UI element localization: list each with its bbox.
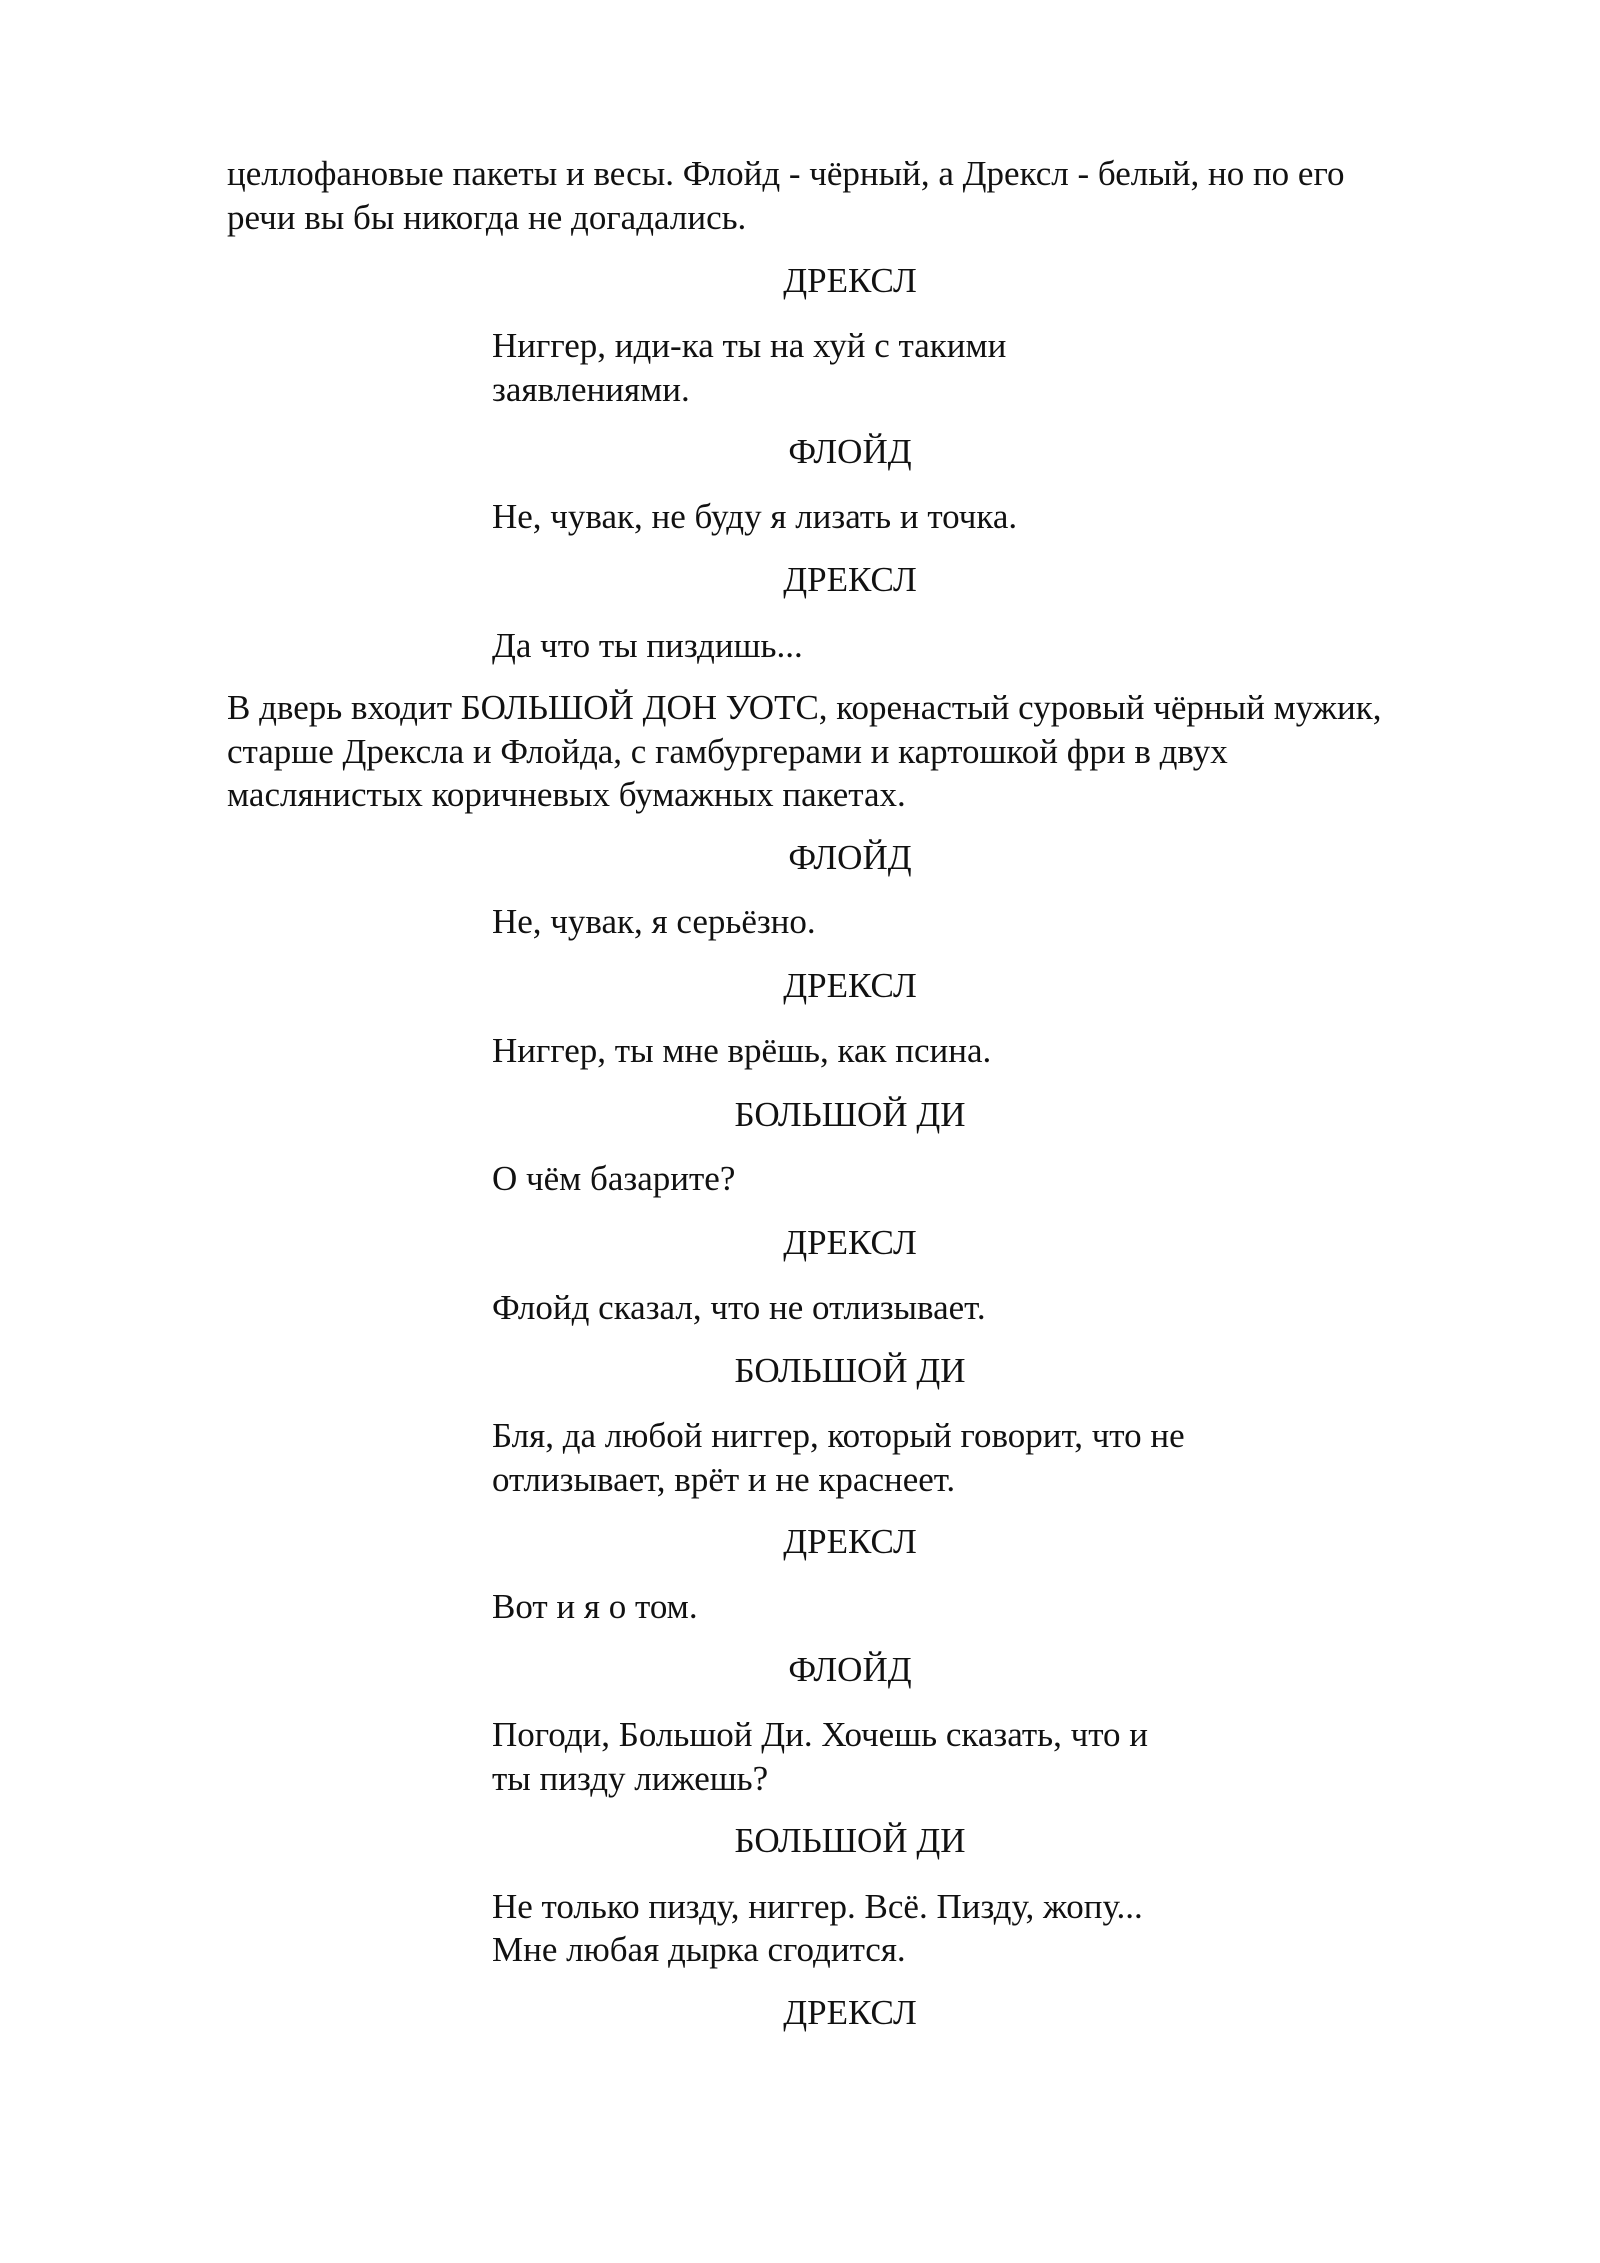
dialogue-line: ты пизду лижешь? (492, 1759, 769, 1798)
character-name: ФЛОЙД (788, 1650, 912, 1689)
action-line: В дверь входит БОЛЬШОЙ ДОН УОТС, коренастый суровый чёрный мужик, (227, 688, 1382, 727)
character-name: ДРЕКСЛ (783, 261, 917, 300)
dialogue-line: Вот и я о том. (492, 1587, 698, 1626)
action-line: маслянистых коричневых бумажных пакетах. (227, 775, 906, 814)
dialogue-line: Ниггер, ты мне врёшь, как псина. (492, 1031, 992, 1070)
dialogue-line: отлизывает, врёт и не краснеет. (492, 1460, 956, 1499)
character-name: БОЛЬШОЙ ДИ (734, 1351, 966, 1390)
dialogue-line: Мне любая дырка сгодится. (492, 1930, 906, 1969)
character-name: ДРЕКСЛ (783, 966, 917, 1005)
dialogue-line: Не только пизду, ниггер. Всё. Пизду, жопу... (492, 1887, 1143, 1926)
action-line: речи вы бы никогда не догадались. (227, 198, 747, 237)
character-name: ФЛОЙД (788, 432, 912, 471)
character-name: ДРЕКСЛ (783, 560, 917, 599)
character-name: ДРЕКСЛ (783, 1223, 917, 1262)
character-name: ДРЕКСЛ (783, 1993, 917, 2032)
dialogue-line: Не, чувак, я серьёзно. (492, 902, 816, 941)
character-name: БОЛЬШОЙ ДИ (734, 1095, 966, 1134)
dialogue-line: Не, чувак, не буду я лизать и точка. (492, 497, 1018, 536)
dialogue-line: Бля, да любой ниггер, который говорит, что не (492, 1416, 1185, 1455)
dialogue-line: О чём базарите? (492, 1159, 736, 1198)
character-name: ДРЕКСЛ (783, 1522, 917, 1561)
action-line: целлофановые пакеты и весы. Флойд - чёрный, а Дрексл - белый, но по его (227, 154, 1345, 193)
dialogue-line: Да что ты пиздишь... (492, 626, 803, 665)
dialogue-line: Флойд сказал, что не отлизывает. (492, 1288, 986, 1327)
dialogue-line: заявлениями. (492, 370, 690, 409)
dialogue-line: Погоди, Большой Ди. Хочешь сказать, что и (492, 1715, 1149, 1754)
character-name: ФЛОЙД (788, 838, 912, 877)
action-line: старше Дрексла и Флойда, с гамбургерами и картошкой фри в двух (227, 732, 1228, 771)
dialogue-line: Ниггер, иди-ка ты на хуй с такими (492, 326, 1007, 365)
character-name: БОЛЬШОЙ ДИ (734, 1821, 966, 1860)
